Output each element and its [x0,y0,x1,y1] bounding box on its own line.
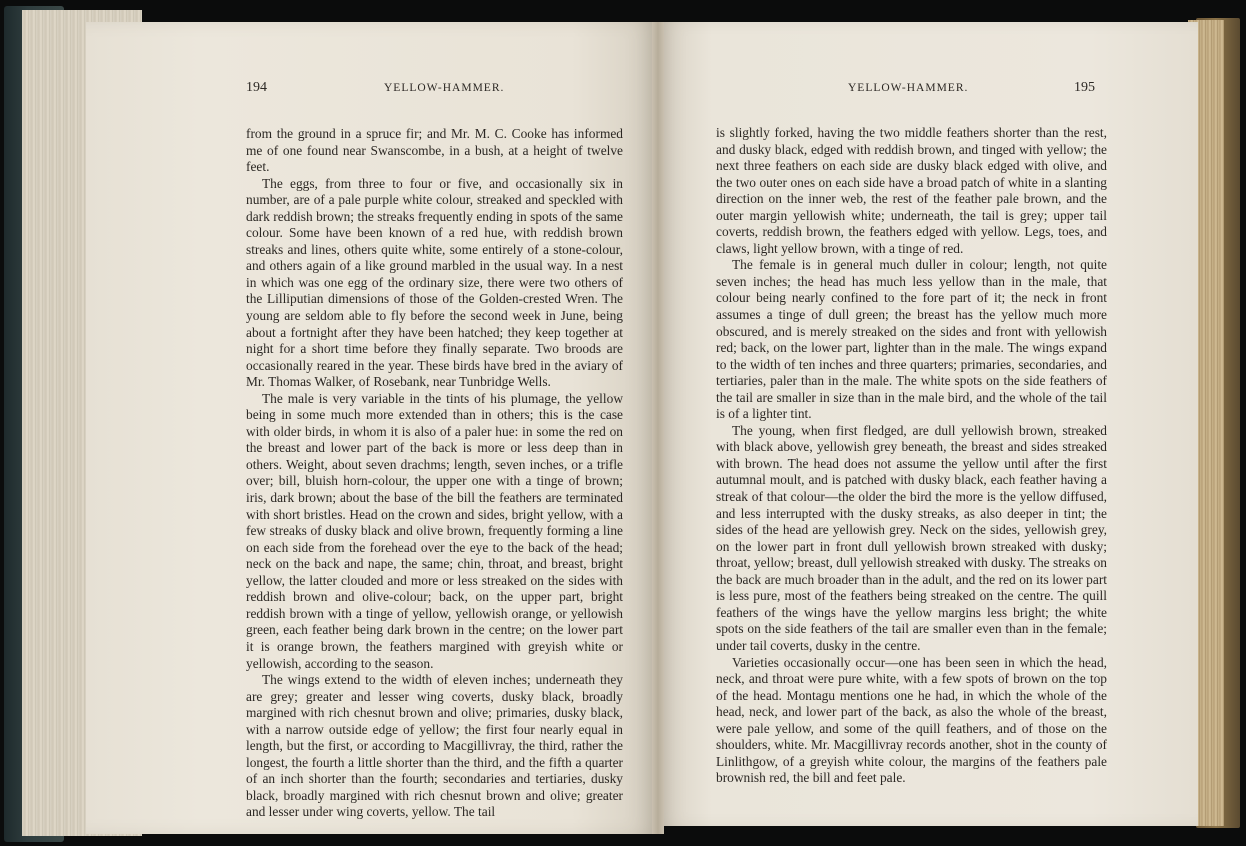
right-running-title: YELLOW-HAMMER. [848,82,969,94]
right-page-body [716,125,1107,787]
right-page-number: 195 [1074,80,1095,95]
paragraph: from the ground in a spruce fir; and Mr. M. C. Cooke has informed me of one found near Swanscombe, in a bush, at a height of twelve feet. [246,126,623,175]
left-page-body [246,126,623,821]
paragraph: is slightly forked, having the two middle feathers shorter than the rest, and dusky black, edged with reddish brown, and tinged with yellow; the next three feathers on each side are dusky black edged with olive, and the two outer ones on each side have a broad patch of white in a slanting direction on the inner web, the rest of the feather pale brown, and the outer margin yellowish white; underneath, the tail is grey; upper tail coverts, reddish brown, the feathers edged with yellow. Legs, toes, and claws, light yellow brown, with a tinge of red. [716,125,1107,256]
left-page-header [246,82,623,100]
left-running-title: YELLOW-HAMMER. [384,82,505,94]
paragraph: Varieties occasionally occur—one has been seen in which the head, neck, and throat were pure white, with a few spots of brown on the top of the head. Montagu mentions one he had, in which the whole of the head, neck, and lower part of the back, as also the whole of the breast, were pale yellow, and some of the quill feathers, and of those on the shoulders, white. Mr. Macgillivray records another, shot in the county of Linlithgow, of a greyish white colour, the margins of the feathers pale brownish red, the bill and feet pale. [716,654,1107,786]
paragraph: The eggs, from three to four or five, and occasionally six in number, are of a pale purple white colour, streaked and speckled with dark reddish brown; the streaks frequently ending in spots of the same colour. Some have been known of a red hue, with reddish brown streaks and lines, others quite white, some entirely of a stone-colour, and others again of a like ground marbled in the usual way. In a nest in which was one egg of the ordinary size, there were two others of the Lilliputian dimensions of those of the Golden-crested Wren. The young are seldom able to fly before the second week in June, being about a fortnight after they have been hatched; they keep together at night for a short time before they finally separate. Two broods are occasionally reared in the year. These birds have bred in the aviary of Mr. Thomas Walker, of Rosebank, near Tunbridge Wells. [246,175,623,390]
paragraph: The male is very variable in the tints of his plumage, the yellow being in some much more extended than in others; this is the case with older birds, in whom it is also of a paler hue: in some the red on the breast and lower part of the back is more or less deep than in others. Weight, about seven drachms; length, seven inches, or a trifle over; bill, bluish horn-colour, the upper one with a tinge of brown; iris, dark brown; about the base of the bill the feathers are terminated with short bristles. Head on the crown and sides, bright yellow, with a few streaks of dusky black and olive brown, frequently forming a line on each side from the forehead over the eye to the back of the head; neck on the back and nape, the same; chin, throat, and breast, bright yellow, the latter clouded and more or less streaked on the sides with reddish brown and olive-colour; back, on the upper part, bright reddish brown with a tinge of yellow, yellowish orange, or yellowish green, each feather being dark brown in the centre; on the lower part it is orange brown, the feathers margined with greyish white or yellowish, according to the season. [246,390,623,671]
paragraph: The young, when first fledged, are dull yellowish brown, streaked with black above, yellowish grey beneath, the breast and sides streaked with brown. The head does not assume the yellow until after the first autumnal moult, and is patched with dusky black, each feather having a streak of that colour—the older the bird the more is the yellow diffused, and less interrupted with the dusky streaks, as also deeper in tint; the sides of the head are yellowish grey. Neck on the sides, yellowish grey, on the lower part in front dull yellowish brown streaked with dusky; throat, yellow; breast, dull yellowish streaked with dusky. The streaks on the back are much broader than in the adult, and the red on its lower part is less pure, most of the feathers being streaked on the centre. The quill feathers of the wings have the yellow margins less bright; the white spots on the side feathers of the tail are smaller even than in the female; under tail coverts, dusky in the centre. [716,422,1107,653]
paragraph: The female is in general much duller in colour; length, not quite seven inches; the head has much less yellow than in the male, that colour being nearly confined to the fore part of it; the neck in front assumes a tinge of dull green; the breast has the yellow much more obscured, and is merely streaked on the sides and front with yellowish red; back, on the lower part, lighter than in the male. The wings expand to the width of ten inches and three quarters; primaries, secondaries, and tertiaries, paler than in the male. The white spots on the side feathers of the tail are smaller in size than in the male bird, and the whole of the tail is of a lighter tint. [716,257,1107,422]
paragraph: The wings extend to the width of eleven inches; underneath they are grey; greater and lesser wing coverts, dusky black, broadly margined with rich chesnut brown and olive; primaries, dusky black, with a narrow outside edge of yellow; the first four nearly equal in length, but the first, or according to Macgillivray, the third, rather the longest, the fourth a little shorter than the third, and the fifth a quarter of an inch shorter than the fourth; secondaries and tertiaries, dusky black, broadly margined with rich chesnut brown and olive; greater and lesser under wing coverts, yellow. The tail [246,672,623,820]
right-page-header [716,82,1107,100]
book-gutter [652,22,664,834]
left-page-number: 194 [246,80,267,95]
